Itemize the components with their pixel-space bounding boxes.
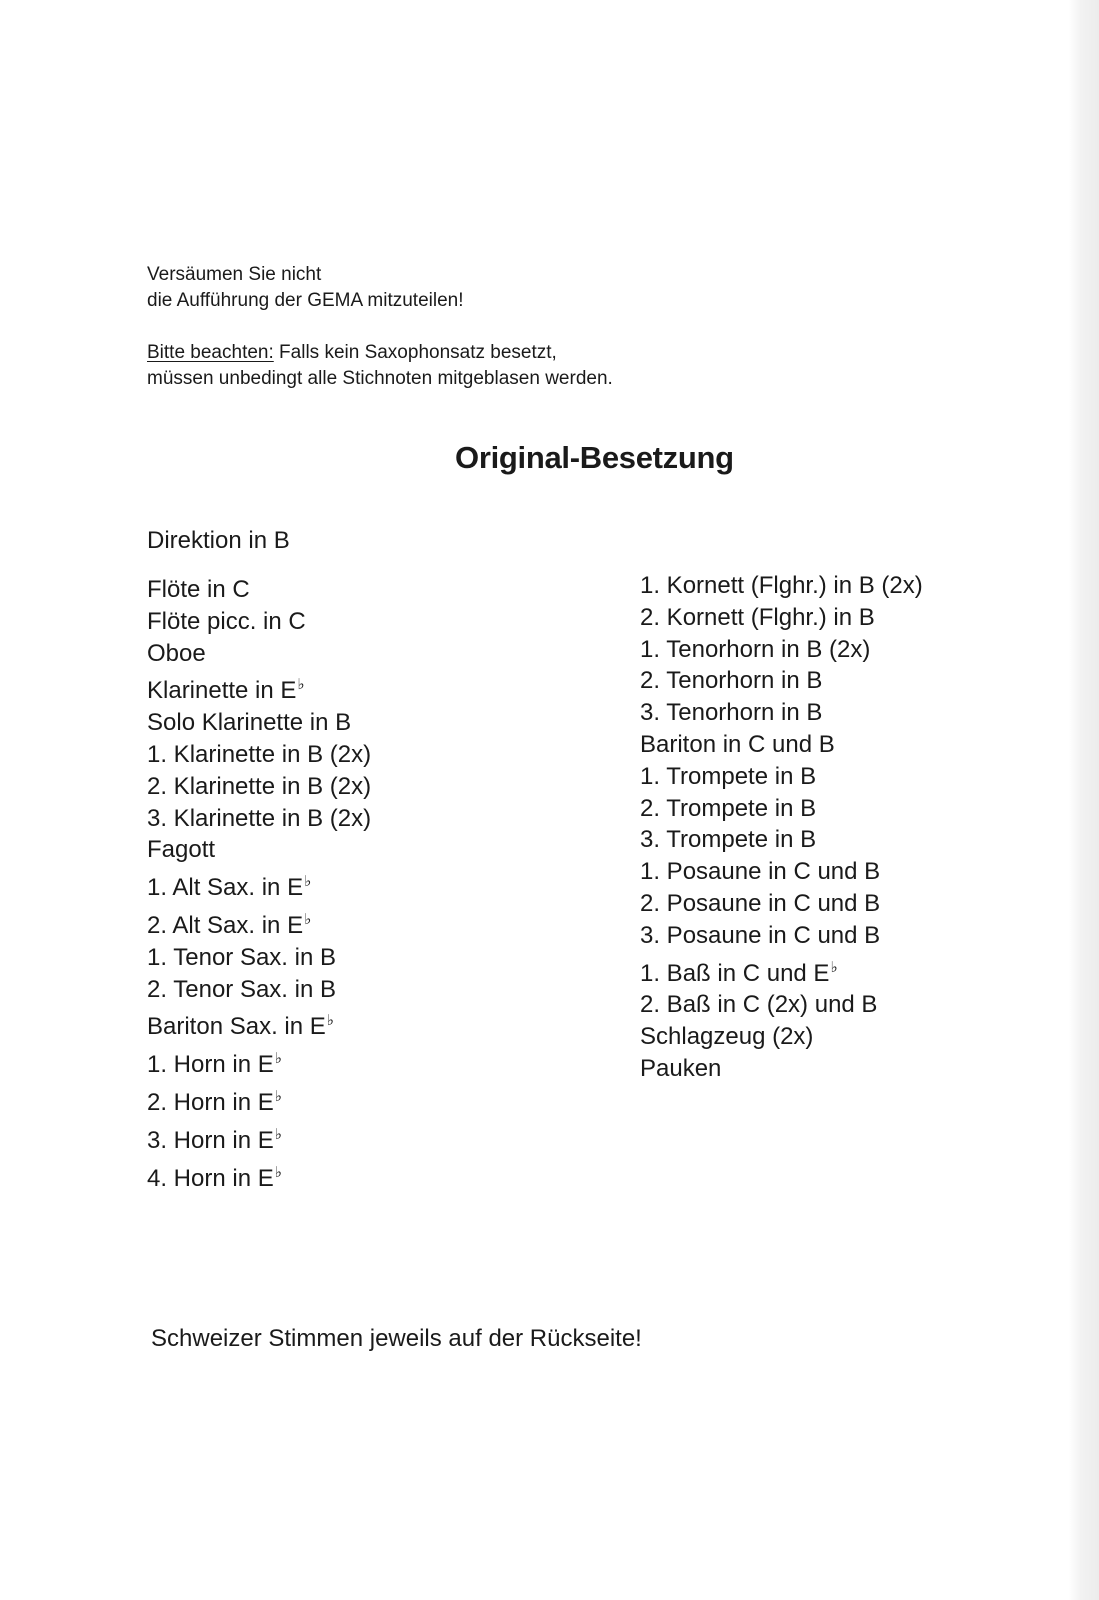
instrument-entry bbox=[147, 834, 371, 866]
instrument-entry bbox=[640, 920, 923, 952]
instrument-name: 3. Trompete in B bbox=[640, 826, 817, 854]
instrument-name: 1. Alt Sax. in E bbox=[147, 874, 304, 902]
instrument-name: Flöte in C bbox=[147, 576, 250, 603]
instrument-name: 1. Horn in E bbox=[147, 1051, 274, 1079]
gema-notice-line-2: die Aufführung der GEMA mitzuteilen! bbox=[147, 290, 464, 311]
instrument-entry bbox=[640, 793, 923, 825]
instrument-name: Oboe bbox=[147, 639, 206, 667]
instrument-name: Schlagzeug (2x) bbox=[640, 1023, 814, 1051]
instrument-entry bbox=[640, 824, 923, 856]
instrument-entry bbox=[640, 570, 923, 602]
instrument-name: 1. Kornett (Flghr.) in B (2x) bbox=[640, 572, 923, 599]
gema-notice-line-1: Versäumen Sie nicht bbox=[147, 264, 322, 285]
flat-sign: ♭ bbox=[304, 872, 312, 891]
flat-sign: ♭ bbox=[304, 909, 312, 928]
instrument-name: Bariton in C und B bbox=[640, 730, 835, 758]
footer-note: Schweizer Stimmen jeweils auf der Rückseite! bbox=[151, 1325, 642, 1352]
instrument-entry bbox=[147, 1157, 371, 1195]
flat-sign: ♭ bbox=[274, 1049, 282, 1068]
instrument-name: 2. Kornett (Flghr.) in B bbox=[640, 603, 875, 631]
instrument-entry bbox=[640, 856, 923, 888]
instrument-entry bbox=[147, 974, 371, 1006]
instrument-name: 4. Horn in E bbox=[147, 1164, 274, 1192]
instrument-name: 1. Trompete in B bbox=[640, 762, 817, 790]
instrument-name: 2. Trompete in B bbox=[640, 794, 817, 822]
instrument-entry bbox=[147, 803, 371, 835]
instrument-entry bbox=[640, 602, 923, 634]
instrument-entry bbox=[147, 739, 371, 771]
instrument-entry bbox=[640, 989, 923, 1021]
instrument-name: Solo Klarinette in B bbox=[147, 709, 352, 737]
instrument-entry bbox=[147, 707, 371, 739]
instrument-name: 2. Baß in C (2x) und B bbox=[640, 991, 878, 1019]
instrument-name: Pauken bbox=[640, 1054, 722, 1082]
instrument-entry bbox=[640, 1053, 923, 1085]
flat-sign: ♭ bbox=[274, 1124, 282, 1143]
instrument-entry bbox=[147, 669, 371, 707]
instrument-name: 2. Klarinette in B (2x) bbox=[147, 772, 372, 800]
flat-sign: ♭ bbox=[274, 1162, 282, 1181]
instrument-name: 2. Alt Sax. in E bbox=[147, 911, 304, 939]
instrument-name: Bariton Sax. in E bbox=[147, 1013, 326, 1041]
instrument-entry bbox=[640, 697, 923, 729]
instrument-name: 1. Klarinette in B (2x) bbox=[147, 740, 372, 768]
instrument-name: 2. Horn in E bbox=[147, 1088, 274, 1116]
flat-sign: ♭ bbox=[326, 1011, 334, 1030]
instrument-name: Klarinette in E bbox=[147, 677, 297, 705]
instrument-list-left bbox=[147, 574, 371, 1194]
instrument-entry bbox=[147, 771, 371, 803]
instrument-name: 1. Baß in C und E bbox=[640, 959, 830, 987]
saxophone-hint bbox=[147, 340, 613, 392]
instrument-entry bbox=[147, 866, 371, 904]
instrument-name: Flöte picc. in C bbox=[147, 607, 306, 635]
instrument-entry bbox=[147, 1119, 371, 1157]
hint-label: Bitte beachten: bbox=[147, 342, 274, 363]
instrument-entry bbox=[147, 904, 371, 942]
saxophone-hint-line-1 bbox=[147, 340, 613, 366]
instrument-name: 3. Klarinette in B (2x) bbox=[147, 804, 372, 832]
instrument-name: 1. Tenor Sax. in B bbox=[147, 943, 336, 971]
instrument-entry bbox=[640, 729, 923, 761]
hint-line-1-text: Falls kein Saxophonsatz besetzt, bbox=[273, 342, 557, 363]
instrument-entry bbox=[640, 952, 923, 990]
instrument-name: 3. Horn in E bbox=[147, 1126, 274, 1154]
instrument-entry bbox=[147, 606, 371, 638]
instrument-entry bbox=[147, 574, 371, 606]
flat-sign: ♭ bbox=[830, 957, 838, 976]
flat-sign: ♭ bbox=[274, 1086, 282, 1105]
page-title: Original-Besetzung bbox=[455, 440, 734, 475]
instrument-entry bbox=[640, 1021, 923, 1053]
instrument-entry bbox=[640, 665, 923, 697]
instrument-entry bbox=[147, 1081, 371, 1119]
instrument-name: 1. Posaune in C und B bbox=[640, 858, 881, 886]
instrument-list-right bbox=[640, 570, 923, 1085]
instrument-name: 1. Tenorhorn in B (2x) bbox=[640, 635, 871, 663]
instrument-name: 3. Tenorhorn in B bbox=[640, 699, 823, 727]
gema-notice bbox=[147, 262, 464, 314]
direktion-entry: Direktion in B bbox=[147, 527, 290, 554]
saxophone-hint-line-2: müssen unbedingt alle Stichnoten mitgeblasen werden. bbox=[147, 368, 613, 389]
instrument-entry bbox=[147, 638, 371, 670]
instrument-name: 2. Tenorhorn in B bbox=[640, 667, 823, 695]
instrument-name: 2. Tenor Sax. in B bbox=[147, 975, 336, 1003]
instrument-name: Fagott bbox=[147, 836, 216, 864]
instrument-entry bbox=[640, 634, 923, 666]
instrument-entry bbox=[640, 761, 923, 793]
flat-sign: ♭ bbox=[297, 675, 305, 694]
instrument-entry bbox=[147, 1005, 371, 1043]
page-edge-shadow bbox=[1069, 0, 1099, 1600]
instrument-name: 3. Posaune in C und B bbox=[640, 921, 881, 949]
instrument-entry bbox=[640, 888, 923, 920]
instrument-name: 2. Posaune in C und B bbox=[640, 889, 881, 917]
instrument-entry bbox=[147, 1043, 371, 1081]
instrument-entry bbox=[147, 942, 371, 974]
